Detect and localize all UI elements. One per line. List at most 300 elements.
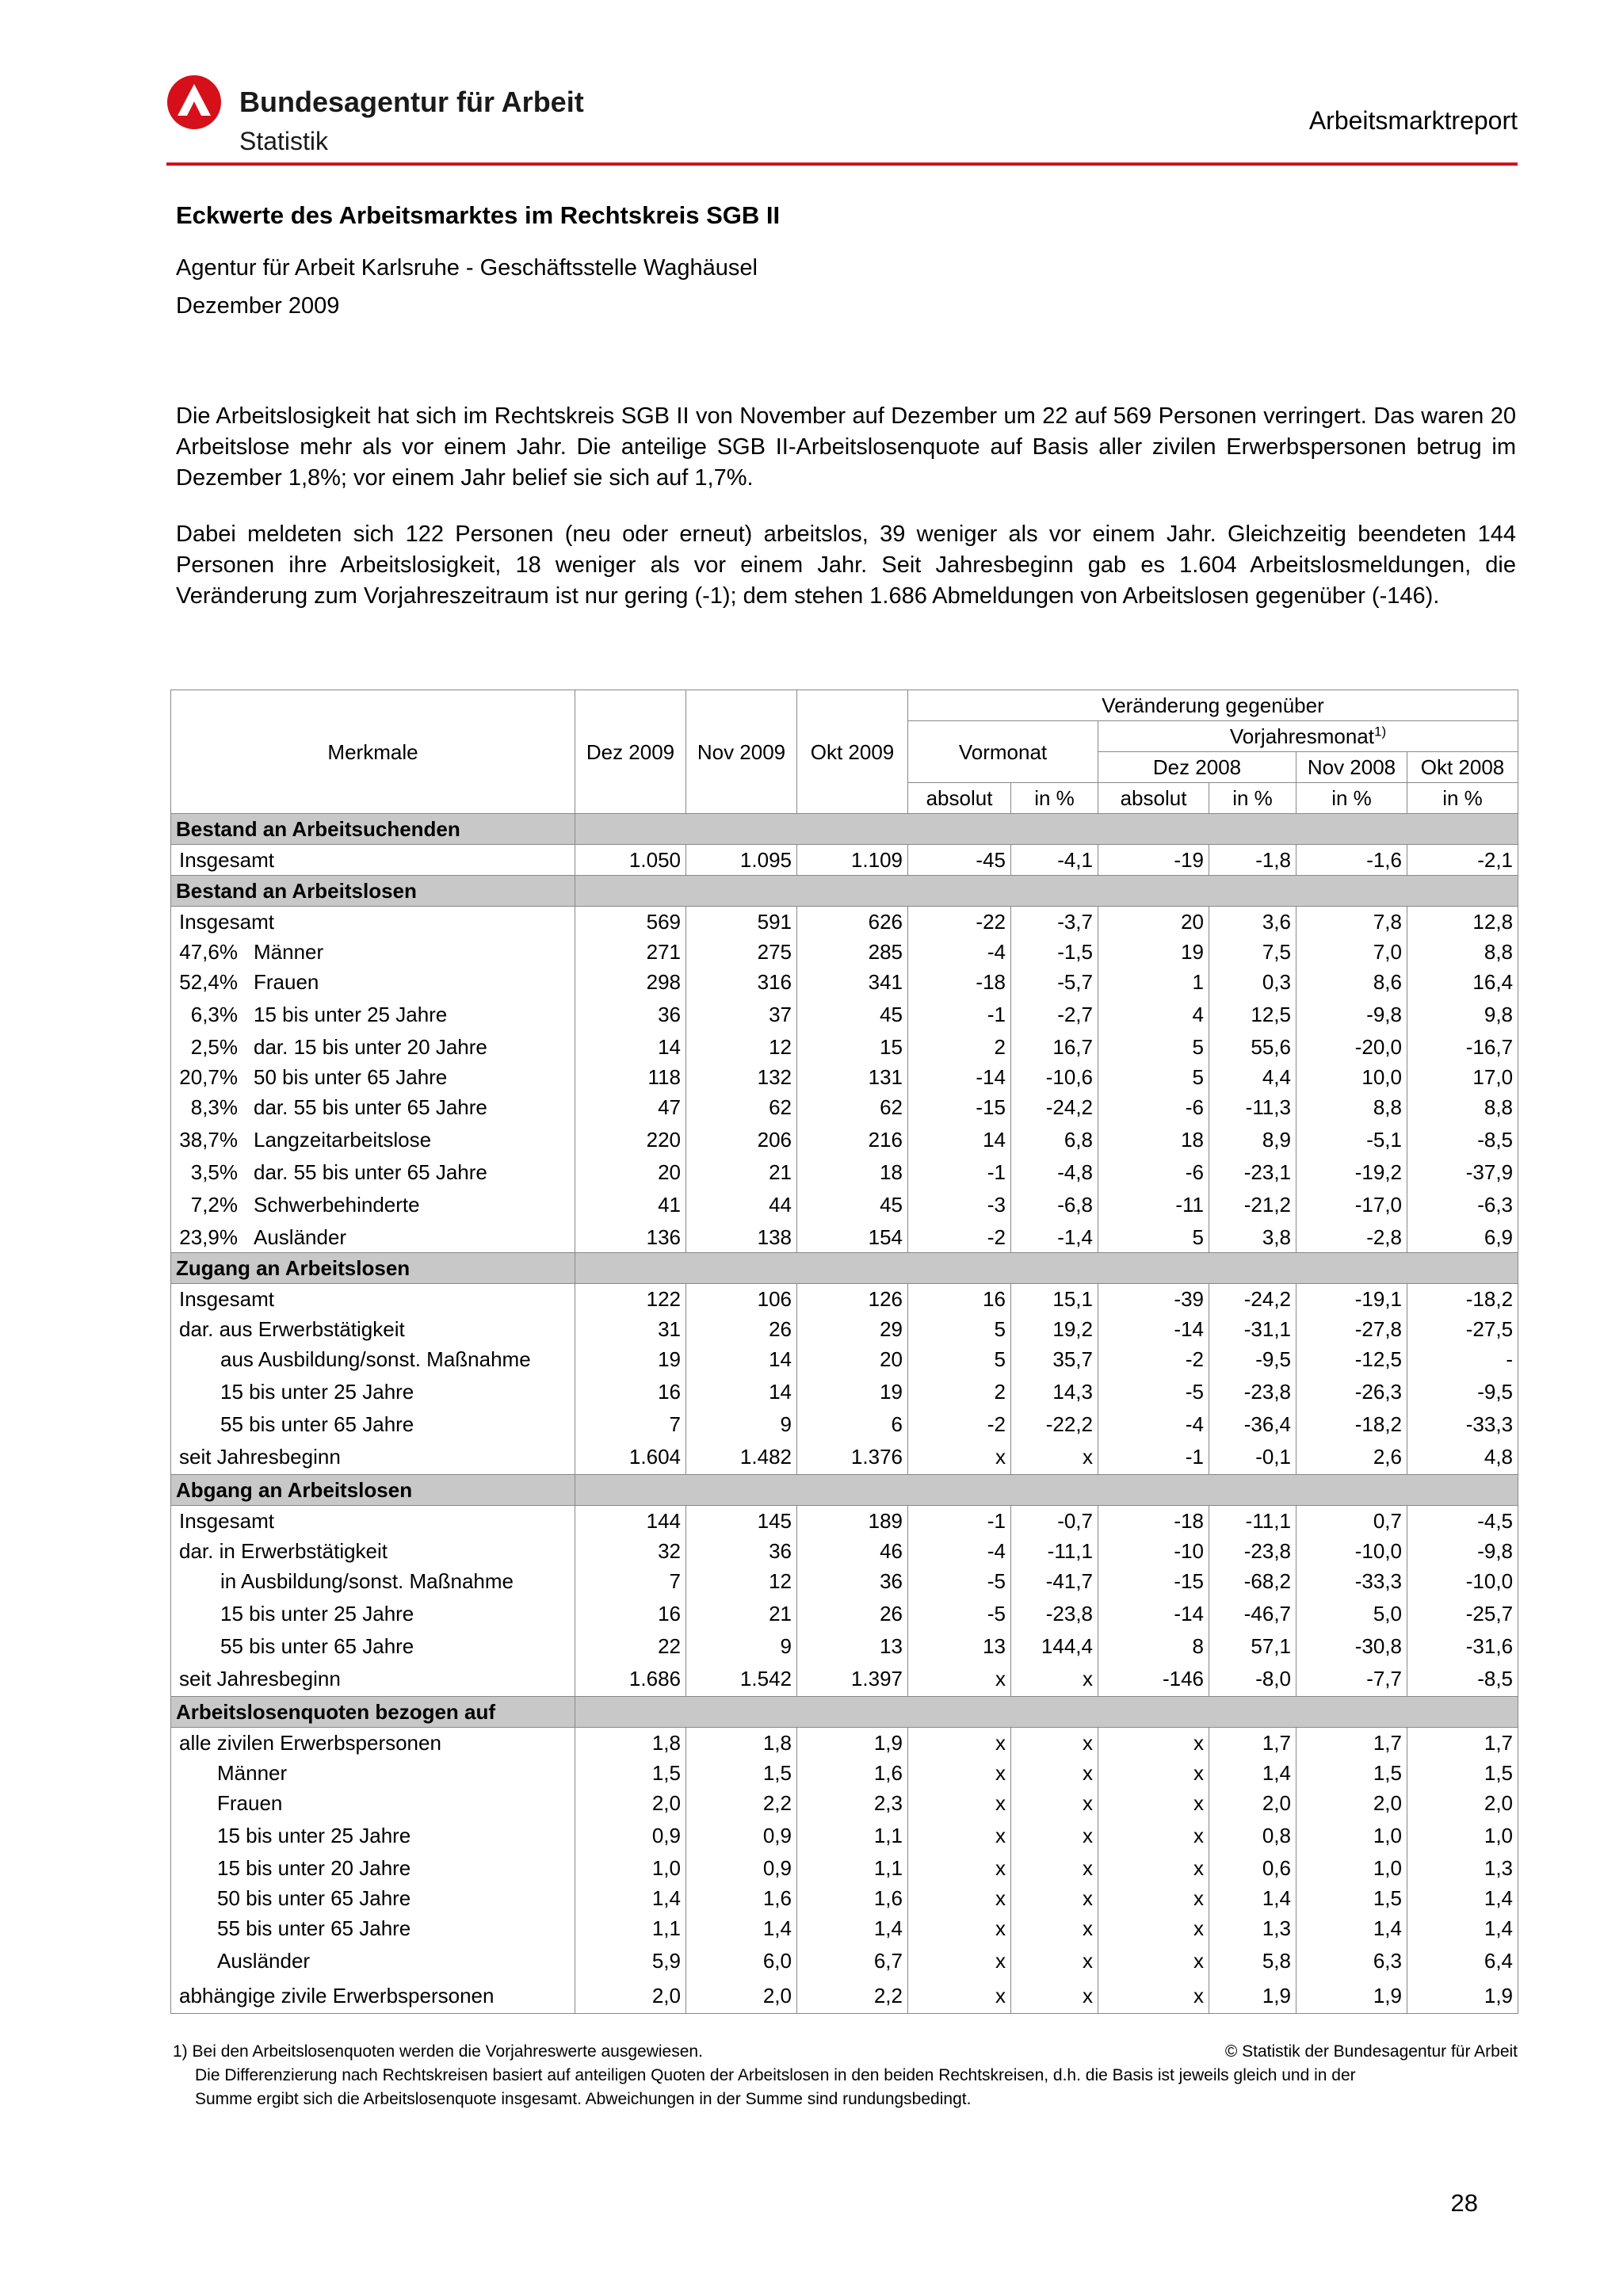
- section-fill: [575, 1253, 1518, 1284]
- value-cell: x: [1011, 1661, 1098, 1697]
- page-number: 28: [1450, 2189, 1478, 2217]
- value-cell: 26: [686, 1314, 797, 1344]
- page-header: [166, 70, 1518, 165]
- row-label: 50 bis unter 65 Jahre: [217, 1886, 411, 1910]
- value-cell: -9,8: [1407, 1536, 1518, 1566]
- value-cell: 1,4: [1209, 1883, 1296, 1913]
- value-cell: -39: [1098, 1284, 1209, 1315]
- value-cell: 6: [797, 1409, 908, 1439]
- value-cell: 1,9: [1407, 1978, 1518, 2014]
- value-cell: x: [1098, 1728, 1209, 1759]
- value-cell: 1,8: [575, 1728, 686, 1759]
- table-row: [171, 1344, 1518, 1374]
- row-label-cell: [171, 1978, 575, 2014]
- value-cell: 7,0: [1296, 937, 1407, 967]
- value-cell: 7,8: [1296, 907, 1407, 938]
- value-cell: -11,1: [1011, 1536, 1098, 1566]
- value-cell: 1,5: [1296, 1883, 1407, 1913]
- section-fill: [575, 1475, 1518, 1506]
- value-cell: 2,0: [575, 1788, 686, 1818]
- value-cell: 18: [797, 1157, 908, 1187]
- value-cell: x: [1098, 1913, 1209, 1943]
- document-title: Eckwerte des Arbeitsmarktes im Rechtskreis SGB II: [176, 201, 781, 229]
- value-cell: -3: [908, 1187, 1011, 1222]
- value-cell: -8,5: [1407, 1122, 1518, 1157]
- section-fill: [575, 1697, 1518, 1728]
- value-cell: -2: [908, 1409, 1011, 1439]
- share-percent: 2,5%: [190, 1035, 238, 1059]
- value-cell: 1,7: [1296, 1728, 1407, 1759]
- table-section-row: [171, 814, 1518, 845]
- value-cell: -30,8: [1296, 1631, 1407, 1661]
- value-cell: 16: [908, 1284, 1011, 1315]
- value-cell: -31,1: [1209, 1314, 1296, 1344]
- value-cell: 132: [686, 1062, 797, 1092]
- value-cell: x: [1011, 1883, 1098, 1913]
- value-cell: 22: [575, 1631, 686, 1661]
- value-cell: 1.109: [797, 845, 908, 876]
- value-cell: 36: [797, 1566, 908, 1596]
- value-cell: 2,0: [1407, 1788, 1518, 1818]
- value-cell: -24,2: [1011, 1092, 1098, 1122]
- value-cell: x: [908, 1818, 1011, 1853]
- value-cell: -23,8: [1209, 1374, 1296, 1409]
- row-label-cell: [171, 1314, 575, 1344]
- value-cell: -31,6: [1407, 1631, 1518, 1661]
- value-cell: 1.542: [686, 1661, 797, 1697]
- row-label: Ausländer: [217, 1949, 311, 1973]
- value-cell: -4: [908, 937, 1011, 967]
- value-cell: -0,7: [1011, 1506, 1098, 1537]
- value-cell: x: [908, 1883, 1011, 1913]
- value-cell: -2: [1098, 1344, 1209, 1374]
- table-row: [171, 1566, 1518, 1596]
- value-cell: 36: [575, 997, 686, 1032]
- table-row: [171, 1978, 1518, 2014]
- value-cell: x: [908, 1788, 1011, 1818]
- value-cell: -2,1: [1407, 845, 1518, 876]
- table-row: [171, 1788, 1518, 1818]
- value-cell: -41,7: [1011, 1566, 1098, 1596]
- value-cell: 9: [686, 1409, 797, 1439]
- value-cell: 275: [686, 937, 797, 967]
- table-row: [171, 1122, 1518, 1157]
- header-divider: [166, 162, 1518, 166]
- value-cell: 15,1: [1011, 1284, 1098, 1315]
- value-cell: 8,8: [1407, 937, 1518, 967]
- value-cell: 2,2: [797, 1978, 908, 2014]
- value-cell: 8,8: [1407, 1092, 1518, 1122]
- value-cell: -1,6: [1296, 845, 1407, 876]
- section-label: Zugang an Arbeitslosen: [171, 1253, 575, 1284]
- row-label-cell: [171, 1344, 575, 1374]
- value-cell: 136: [575, 1222, 686, 1253]
- value-cell: 9: [686, 1631, 797, 1661]
- value-cell: 1,5: [1296, 1758, 1407, 1788]
- value-cell: -1: [908, 997, 1011, 1032]
- value-cell: -36,4: [1209, 1409, 1296, 1439]
- table-row: [171, 1853, 1518, 1883]
- row-label-cell: [171, 1943, 575, 1978]
- value-cell: 106: [686, 1284, 797, 1315]
- value-cell: 5: [1098, 1032, 1209, 1062]
- value-cell: x: [908, 1853, 1011, 1883]
- value-cell: 41: [575, 1187, 686, 1222]
- document-agency: Agentur für Arbeit Karlsruhe - Geschäftsstelle Waghäusel: [176, 255, 758, 281]
- value-cell: -33,3: [1296, 1566, 1407, 1596]
- row-label: 15 bis unter 25 Jahre: [217, 1824, 411, 1847]
- value-cell: 2,3: [797, 1788, 908, 1818]
- row-label: dar. 55 bis unter 65 Jahre: [254, 1095, 487, 1119]
- value-cell: 1.686: [575, 1661, 686, 1697]
- table-row: [171, 1943, 1518, 1978]
- table-row: [171, 1187, 1518, 1222]
- table-row: [171, 1314, 1518, 1344]
- table-body: [171, 814, 1518, 2014]
- value-cell: -22: [908, 907, 1011, 938]
- value-cell: 36: [686, 1536, 797, 1566]
- value-cell: 0,9: [686, 1818, 797, 1853]
- key-figures-table: [170, 690, 1518, 2014]
- value-cell: -11,1: [1209, 1506, 1296, 1537]
- value-cell: 1,1: [797, 1818, 908, 1853]
- row-label-cell: [171, 1728, 575, 1759]
- row-label-cell: [171, 845, 575, 876]
- value-cell: 9,8: [1407, 997, 1518, 1032]
- value-cell: 16: [575, 1596, 686, 1631]
- value-cell: 6,8: [1011, 1122, 1098, 1157]
- table-row: [171, 1222, 1518, 1253]
- value-cell: x: [1011, 1818, 1098, 1853]
- value-cell: 55,6: [1209, 1032, 1296, 1062]
- value-cell: -8,0: [1209, 1661, 1296, 1697]
- value-cell: 6,0: [686, 1943, 797, 1978]
- header-dez-2008: Dez 2008: [1098, 752, 1296, 783]
- row-label-cell: [171, 1661, 575, 1697]
- value-cell: -26,3: [1296, 1374, 1407, 1409]
- value-cell: -6,3: [1407, 1187, 1518, 1222]
- value-cell: 7: [575, 1409, 686, 1439]
- value-cell: 316: [686, 967, 797, 997]
- value-cell: -4: [1098, 1409, 1209, 1439]
- value-cell: x: [908, 1728, 1011, 1759]
- value-cell: 1,9: [1209, 1978, 1296, 2014]
- row-label-cell: [171, 1818, 575, 1853]
- row-label: 15 bis unter 25 Jahre: [220, 1380, 414, 1404]
- value-cell: -2,8: [1296, 1222, 1407, 1253]
- value-cell: 29: [797, 1314, 908, 1344]
- value-cell: -6: [1098, 1092, 1209, 1122]
- value-cell: 1,6: [686, 1883, 797, 1913]
- row-label: 55 bis unter 65 Jahre: [220, 1634, 414, 1658]
- value-cell: 2: [908, 1374, 1011, 1409]
- value-cell: 1,0: [1296, 1818, 1407, 1853]
- table-row: [171, 1596, 1518, 1631]
- table-section-row: [171, 1475, 1518, 1506]
- table-row: [171, 1284, 1518, 1315]
- value-cell: 1,6: [797, 1758, 908, 1788]
- share-percent: 23,9%: [179, 1225, 238, 1249]
- table-section-row: [171, 876, 1518, 907]
- value-cell: 1,4: [1296, 1913, 1407, 1943]
- footnote-marker: 1): [1374, 724, 1387, 739]
- value-cell: 6,7: [797, 1943, 908, 1978]
- table-section-row: [171, 1697, 1518, 1728]
- section-label: Arbeitslosenquoten bezogen auf: [171, 1697, 575, 1728]
- value-cell: -19,1: [1296, 1284, 1407, 1315]
- value-cell: -5: [908, 1596, 1011, 1631]
- value-cell: 21: [686, 1596, 797, 1631]
- value-cell: 1.482: [686, 1439, 797, 1475]
- row-label: 50 bis unter 65 Jahre: [254, 1065, 448, 1089]
- share-percent: 20,7%: [179, 1065, 238, 1089]
- value-cell: -46,7: [1209, 1596, 1296, 1631]
- share-percent: 38,7%: [179, 1128, 238, 1152]
- value-cell: 31: [575, 1314, 686, 1344]
- value-cell: 1,1: [575, 1913, 686, 1943]
- row-label-cell: [171, 1222, 575, 1253]
- value-cell: 12,5: [1209, 997, 1296, 1032]
- value-cell: -10,6: [1011, 1062, 1098, 1092]
- value-cell: 14: [686, 1374, 797, 1409]
- row-label: 15 bis unter 25 Jahre: [254, 1003, 448, 1026]
- value-cell: 3,6: [1209, 907, 1296, 938]
- row-label-cell: [171, 1374, 575, 1409]
- value-cell: -23,8: [1209, 1536, 1296, 1566]
- row-label: Insgesamt: [179, 1509, 274, 1533]
- value-cell: 0,3: [1209, 967, 1296, 997]
- value-cell: x: [1011, 1758, 1098, 1788]
- value-cell: 569: [575, 907, 686, 938]
- header-veraenderung: Veränderung gegenüber: [908, 690, 1518, 721]
- table-section-row: [171, 1253, 1518, 1284]
- value-cell: 19: [1098, 937, 1209, 967]
- value-cell: -146: [1098, 1661, 1209, 1697]
- value-cell: 216: [797, 1122, 908, 1157]
- value-cell: 4,8: [1407, 1439, 1518, 1475]
- value-cell: x: [1011, 1913, 1098, 1943]
- value-cell: 35,7: [1011, 1344, 1098, 1374]
- value-cell: -4,1: [1011, 845, 1098, 876]
- header-dez2008-absolut: absolut: [1098, 783, 1209, 814]
- share-percent: 3,5%: [190, 1160, 238, 1184]
- value-cell: x: [1098, 1853, 1209, 1883]
- section-label: Abgang an Arbeitslosen: [171, 1475, 575, 1506]
- value-cell: 5: [908, 1344, 1011, 1374]
- value-cell: 2,6: [1296, 1439, 1407, 1475]
- value-cell: -10,0: [1407, 1566, 1518, 1596]
- value-cell: 1,0: [1296, 1853, 1407, 1883]
- row-label: Schwerbehinderte: [254, 1193, 420, 1217]
- value-cell: x: [908, 1943, 1011, 1978]
- row-label-cell: [171, 997, 575, 1032]
- value-cell: 1.397: [797, 1661, 908, 1697]
- row-label: Langzeitarbeitslose: [254, 1128, 432, 1152]
- table-row: [171, 1092, 1518, 1122]
- value-cell: 0,6: [1209, 1853, 1296, 1883]
- table-row: [171, 1409, 1518, 1439]
- value-cell: -9,5: [1407, 1374, 1518, 1409]
- value-cell: 298: [575, 967, 686, 997]
- value-cell: 1,4: [1407, 1883, 1518, 1913]
- value-cell: 341: [797, 967, 908, 997]
- value-cell: 13: [908, 1631, 1011, 1661]
- value-cell: 8,6: [1296, 967, 1407, 997]
- value-cell: 14: [908, 1122, 1011, 1157]
- value-cell: 26: [797, 1596, 908, 1631]
- value-cell: -15: [1098, 1566, 1209, 1596]
- value-cell: 1.604: [575, 1439, 686, 1475]
- header-okt-2008: Okt 2008: [1407, 752, 1518, 783]
- header-vormonat: Vormonat: [908, 721, 1098, 783]
- value-cell: x: [1011, 1978, 1098, 2014]
- value-cell: -33,3: [1407, 1409, 1518, 1439]
- value-cell: 1,6: [797, 1883, 908, 1913]
- value-cell: -6,8: [1011, 1187, 1098, 1222]
- value-cell: 1,3: [1209, 1913, 1296, 1943]
- table-row: [171, 1631, 1518, 1661]
- value-cell: 285: [797, 937, 908, 967]
- value-cell: x: [908, 1913, 1011, 1943]
- table-row: [171, 997, 1518, 1032]
- value-cell: -14: [908, 1062, 1011, 1092]
- value-cell: -11,3: [1209, 1092, 1296, 1122]
- value-cell: 154: [797, 1222, 908, 1253]
- row-label: Insgesamt: [179, 848, 274, 872]
- value-cell: 62: [797, 1092, 908, 1122]
- key-figures-table-container: [170, 690, 1518, 2014]
- value-cell: 1,4: [1407, 1913, 1518, 1943]
- footnote-1: 1) Bei den Arbeitslosenquoten werden die Vorjahreswerte ausgewiesen.: [173, 2042, 703, 2061]
- value-cell: -21,2: [1209, 1187, 1296, 1222]
- summary-paragraph-2: Dabei meldeten sich 122 Personen (neu oder erneut) arbeitslos, 39 weniger als vor einem Jahr. Gleichzeitig beendeten 144 Personen ihre Arbeitslosigkeit, 18 weniger als vor einem Jahr. Seit Jahresbeginn gab es 1.604 Arbeitslosmeldungen, die Veränderung zum Vorjahreszeitraum ist nur gering (-1); dem stehen 1.686 Abmeldungen von Arbeitslosen gegenüber (-146).: [176, 521, 1516, 609]
- row-label: Insgesamt: [179, 910, 274, 934]
- value-cell: 12,8: [1407, 907, 1518, 938]
- header-nov-2008: Nov 2008: [1296, 752, 1407, 783]
- value-cell: 626: [797, 907, 908, 938]
- value-cell: 13: [797, 1631, 908, 1661]
- row-label: in Ausbildung/sonst. Maßnahme: [220, 1569, 514, 1593]
- value-cell: 126: [797, 1284, 908, 1315]
- value-cell: 5: [908, 1314, 1011, 1344]
- table-row: [171, 1728, 1518, 1759]
- section-label: Bestand an Arbeitslosen: [171, 876, 575, 907]
- value-cell: -0,1: [1209, 1439, 1296, 1475]
- value-cell: 16: [575, 1374, 686, 1409]
- value-cell: 131: [797, 1062, 908, 1092]
- value-cell: x: [1098, 1978, 1209, 2014]
- value-cell: 1,5: [1407, 1758, 1518, 1788]
- header-vormonat-absolut: absolut: [908, 783, 1011, 814]
- value-cell: 16,7: [1011, 1032, 1098, 1062]
- row-label-cell: [171, 1883, 575, 1913]
- value-cell: -18,2: [1296, 1409, 1407, 1439]
- value-cell: 8: [1098, 1631, 1209, 1661]
- row-label: 15 bis unter 25 Jahre: [220, 1602, 414, 1626]
- value-cell: 1,4: [1209, 1758, 1296, 1788]
- value-cell: x: [908, 1439, 1011, 1475]
- report-name: Arbeitsmarktreport: [1308, 106, 1518, 135]
- value-cell: -14: [1098, 1314, 1209, 1344]
- value-cell: 1,9: [1296, 1978, 1407, 2014]
- value-cell: -27,8: [1296, 1314, 1407, 1344]
- value-cell: -4,5: [1407, 1506, 1518, 1537]
- value-cell: 21: [686, 1157, 797, 1187]
- value-cell: -4,8: [1011, 1157, 1098, 1187]
- table-row: [171, 1157, 1518, 1187]
- row-label-cell: [171, 1092, 575, 1122]
- value-cell: 7,5: [1209, 937, 1296, 967]
- value-cell: -18,2: [1407, 1284, 1518, 1315]
- value-cell: 1,7: [1407, 1728, 1518, 1759]
- value-cell: 1,8: [686, 1728, 797, 1759]
- table-row: [171, 967, 1518, 997]
- value-cell: 2,0: [575, 1978, 686, 2014]
- value-cell: 46: [797, 1536, 908, 1566]
- value-cell: -3,7: [1011, 907, 1098, 938]
- value-cell: x: [1011, 1728, 1098, 1759]
- row-label: Männer: [254, 940, 324, 964]
- value-cell: -5,1: [1296, 1122, 1407, 1157]
- value-cell: 1,5: [686, 1758, 797, 1788]
- value-cell: 12: [686, 1566, 797, 1596]
- value-cell: -19: [1098, 845, 1209, 876]
- value-cell: 5: [1098, 1222, 1209, 1253]
- value-cell: 1.095: [686, 845, 797, 876]
- value-cell: 62: [686, 1092, 797, 1122]
- value-cell: -27,5: [1407, 1314, 1518, 1344]
- row-label-cell: [171, 1284, 575, 1315]
- value-cell: 1.376: [797, 1439, 908, 1475]
- row-label-cell: [171, 1596, 575, 1631]
- value-cell: 45: [797, 997, 908, 1032]
- table-row: [171, 1661, 1518, 1697]
- value-cell: -68,2: [1209, 1566, 1296, 1596]
- value-cell: -23,8: [1011, 1596, 1098, 1631]
- value-cell: 6,3: [1296, 1943, 1407, 1978]
- value-cell: 0,9: [686, 1853, 797, 1883]
- header-merkmale: Merkmale: [171, 690, 575, 814]
- value-cell: x: [1098, 1943, 1209, 1978]
- value-cell: -11: [1098, 1187, 1209, 1222]
- value-cell: 14,3: [1011, 1374, 1098, 1409]
- value-cell: 0,7: [1296, 1506, 1407, 1537]
- value-cell: x: [1011, 1943, 1098, 1978]
- value-cell: 1,5: [575, 1758, 686, 1788]
- value-cell: 4: [1098, 997, 1209, 1032]
- ba-logo-icon: [166, 74, 222, 130]
- header-nov2008-pct: in %: [1296, 783, 1407, 814]
- value-cell: x: [1098, 1818, 1209, 1853]
- table-row: [171, 1536, 1518, 1566]
- value-cell: -1,8: [1209, 845, 1296, 876]
- row-label-cell: [171, 1187, 575, 1222]
- row-label: seit Jahresbeginn: [179, 1667, 341, 1690]
- value-cell: 5: [1098, 1062, 1209, 1092]
- value-cell: 4,4: [1209, 1062, 1296, 1092]
- value-cell: 0,8: [1209, 1818, 1296, 1853]
- share-percent: 8,3%: [190, 1095, 238, 1119]
- value-cell: 1,0: [1407, 1818, 1518, 1853]
- value-cell: -7,7: [1296, 1661, 1407, 1697]
- value-cell: 19: [797, 1374, 908, 1409]
- table-row: [171, 907, 1518, 938]
- table-row: [171, 1032, 1518, 1062]
- value-cell: -12,5: [1296, 1344, 1407, 1374]
- row-label: Ausländer: [254, 1225, 347, 1249]
- value-cell: -25,7: [1407, 1596, 1518, 1631]
- table-row: [171, 1439, 1518, 1475]
